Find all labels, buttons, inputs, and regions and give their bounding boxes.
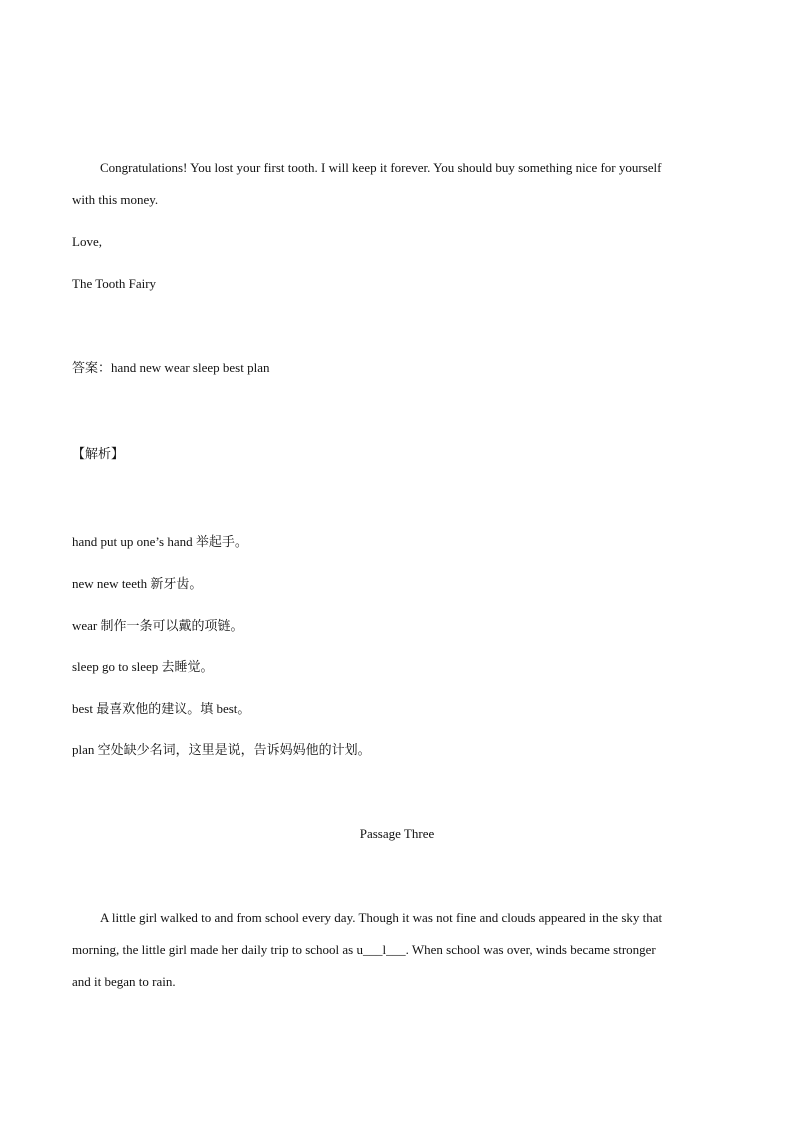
passage-line-2: morning, the little girl made her daily trip to school as u___l___. When school was over, winds became stronger	[72, 942, 656, 957]
analysis-item-best: best 最喜欢他的建议。填 best。	[72, 701, 251, 716]
answer-line: 答案：hand new wear sleep best plan	[72, 360, 270, 375]
passage-line-1: A little girl walked to and from school every day. Though it was not fine and clouds appeared in the sky that	[100, 910, 663, 925]
analysis-item-new: new new teeth 新牙齿。	[72, 576, 203, 591]
analysis-heading: 【解析】	[72, 446, 125, 461]
letter-signature: The Tooth Fairy	[72, 276, 157, 291]
passage-title: Passage Three	[359, 826, 435, 841]
passage-line-3: and it began to rain.	[72, 974, 176, 989]
letter-paragraph-line-2: with this money.	[72, 192, 159, 207]
analysis-item-plan: plan 空处缺少名词，这里是说，告诉妈妈他的计划。	[72, 742, 371, 757]
analysis-item-hand: hand put up one’s hand 举起手。	[72, 534, 248, 549]
letter-closing: Love,	[72, 234, 102, 249]
analysis-item-sleep: sleep go to sleep 去睡觉。	[72, 659, 214, 674]
letter-paragraph-line-1: Congratulations! You lost your first tooth. I will keep it forever. You should buy something nice for yourself	[100, 160, 662, 175]
analysis-item-wear: wear 制作一条可以戴的项链。	[72, 618, 244, 633]
